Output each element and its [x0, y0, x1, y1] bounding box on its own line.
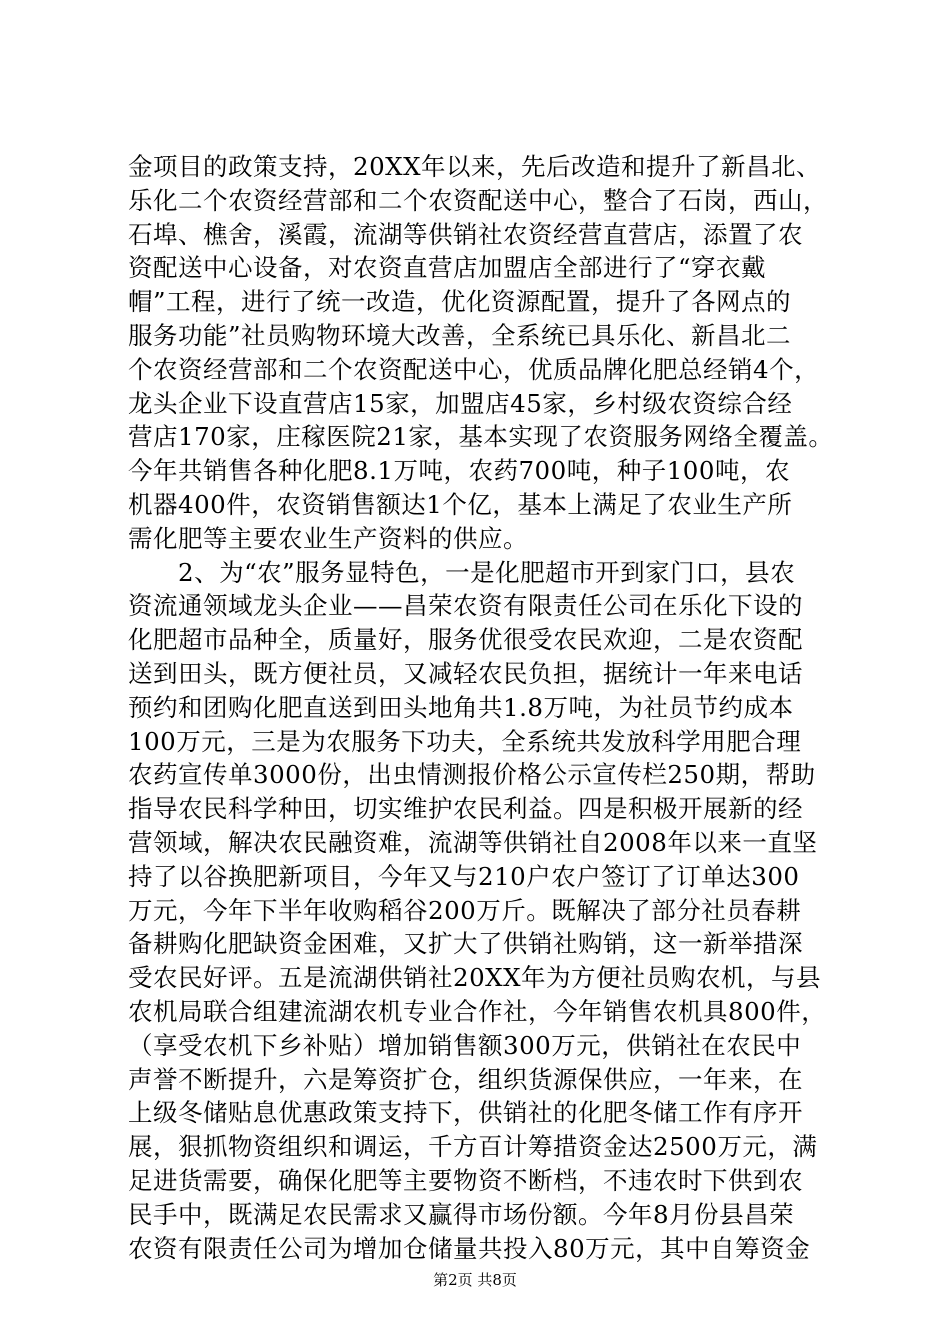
text-line: 2、为“农”服务显特色，一是化肥超市开到家门口，县农: [128, 557, 796, 587]
body-text: [128, 150, 834, 1265]
text-line: 金项目的政策支持，20XX年以来，先后改造和提升了新昌北、: [128, 152, 822, 181]
text-line: 农机局联合组建流湖农机专业合作社，今年销售农机具800件，: [128, 996, 827, 1026]
text-line: 民手中，既满足农民需求又赢得市场份额。今年8月份县昌荣: [128, 1199, 795, 1229]
text-line: 万元，今年下半年收购稻谷200万斤。既解决了部分社员春耕: [128, 895, 802, 925]
page-indicator: 第2页 共8页: [433, 1271, 517, 1289]
text-line: 营领域，解决农民融资难，流湖等供销社自2008年以来一直坚: [128, 827, 818, 857]
text-line: 今年共销售各种化肥8.1万吨，农药700吨，种子100吨，农: [128, 456, 790, 486]
text-line: 帽”工程，进行了统一改造，优化资源配置，提升了各网点的: [128, 287, 792, 317]
text-line: 展，狠抓物资组织和调运，千方百计筹措资金达2500万元，满: [128, 1132, 818, 1162]
text-line: 备耕购化肥缺资金困难，又扩大了供销社购销，这一新举措深: [128, 929, 803, 959]
text-line: 上级冬储贴息优惠政策支持下，供销社的化肥冬储工作有序开: [128, 1098, 803, 1128]
text-line: 机器400件，农资销售额达1个亿，基本上满足了农业生产所: [128, 489, 793, 519]
text-line: 个农资经营部和二个农资配送中心，优质品牌化肥总经销4个，: [128, 354, 820, 384]
text-line: 指导农民科学种田，切实维护农民利益。四是积极开展新的经: [128, 794, 803, 824]
text-line: 预约和团购化肥直送到田头地角共1.8万吨，为社员节约成本: [128, 692, 794, 722]
text-line: 持了以谷换肥新项目，今年又与210户农户签订了订单达300: [128, 861, 800, 891]
text-line: （享受农机下乡补贴）增加销售额300万元，供销社在农民中: [128, 1030, 802, 1060]
page-footer: [0, 1270, 950, 1290]
text-line: 化肥超市品种全，质量好，服务优很受农民欢迎，二是农资配: [128, 625, 803, 655]
text-line: 资流通领域龙头企业——昌荣农资有限责任公司在乐化下设的: [128, 591, 803, 621]
text-line: 足进货需要，确保化肥等主要物资不断档，不违农时下供到农: [128, 1165, 803, 1195]
text-line: 资配送中心设备，对农资直营店加盟店全部进行了“穿衣戴: [128, 253, 767, 283]
text-line: 石埠、樵舍，溪霞，流湖等供销社农资经营直营店，添置了农: [128, 219, 803, 249]
text-line: 农资有限责任公司为增加仓储量共投入80万元，其中自筹资金: [128, 1233, 811, 1263]
text-line: 送到田头，既方便社员，又减轻农民负担，据统计一年来电话: [128, 658, 803, 688]
text-line: 受农民好评。五是流湖供销社20XX年为方便社员购农机，与县: [128, 963, 822, 993]
text-line: 声誉不断提升，六是筹资扩仓，组织货源保供应，一年来，在: [128, 1064, 803, 1094]
text-line: 需化肥等主要农业生产资料的供应。: [128, 523, 528, 553]
text-line: 龙头企业下设直营店15家，加盟店45家，乡村级农资综合经: [128, 388, 793, 418]
text-line: 营店170家，庄稼医院21家，基本实现了农资服务网络全覆盖。: [128, 422, 834, 452]
text-line: 服务功能”社员购物环境大改善，全系统已具乐化、新昌北二: [128, 320, 792, 350]
text-line: 100万元，三是为农服务下功夫，全系统共发放科学用肥合理: [128, 726, 802, 756]
text-line: 农药宣传单3000份，出虫情测报价格公示宣传栏250期，帮助: [128, 760, 816, 790]
text-line: 乐化二个农资经营部和二个农资配送中心，整合了石岗，西山，: [128, 185, 828, 215]
